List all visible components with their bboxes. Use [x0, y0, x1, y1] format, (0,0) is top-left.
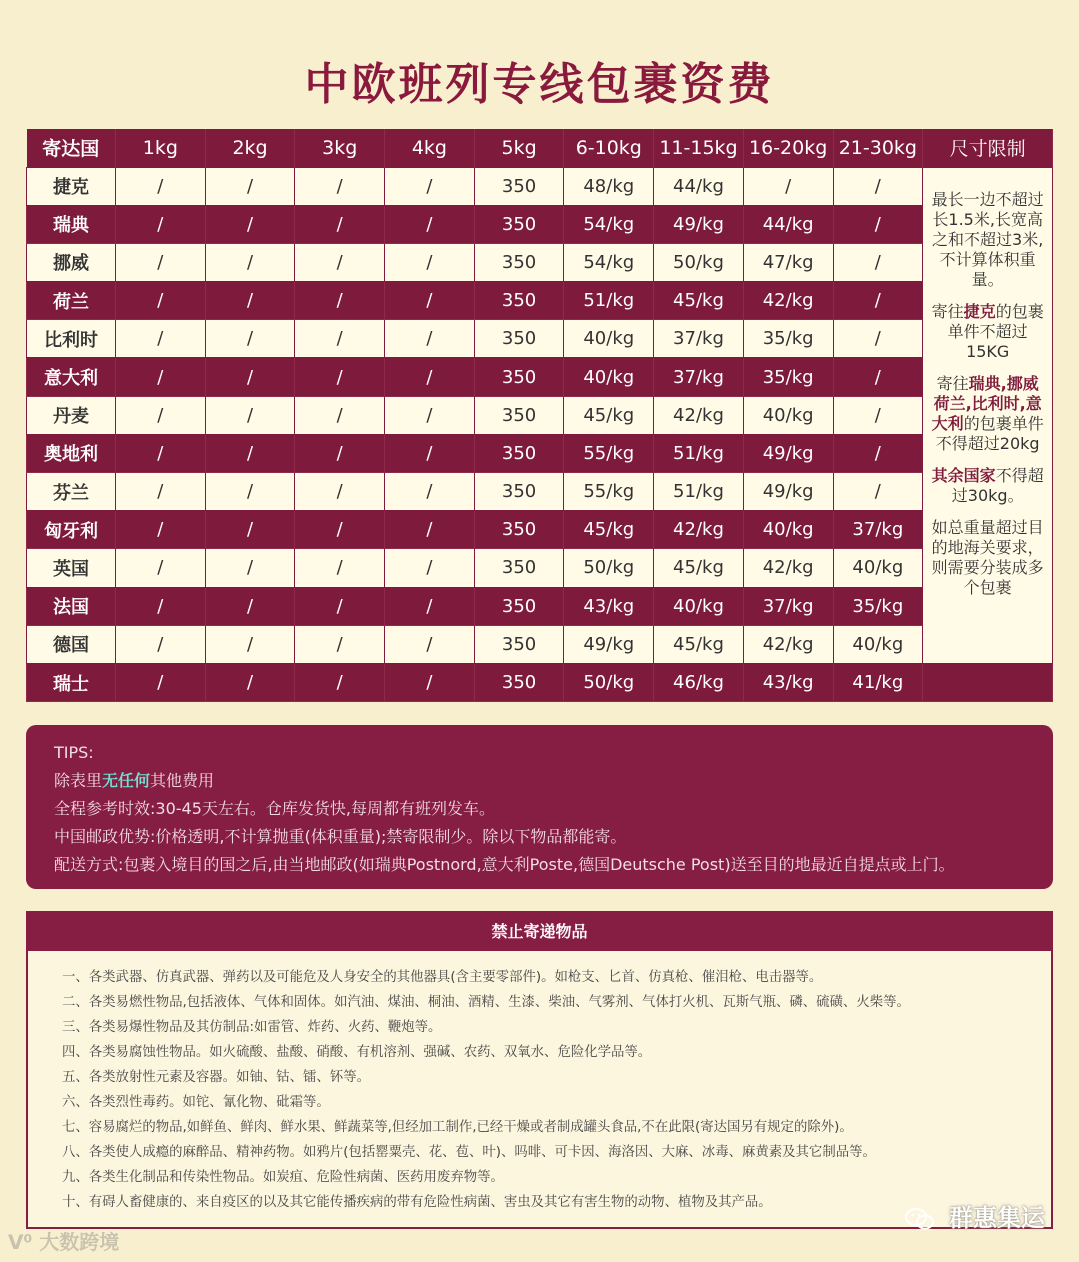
rate-cell: /: [295, 473, 385, 511]
rate-cell: 350: [474, 282, 564, 320]
rate-cell: /: [833, 167, 923, 205]
rate-cell: /: [385, 511, 475, 549]
rate-cell: 350: [474, 320, 564, 358]
country-cell: 比利时: [27, 320, 116, 358]
rate-cell: /: [295, 625, 385, 663]
size-country-highlight: 其余国家: [931, 465, 996, 485]
country-cell: 芬兰: [27, 473, 116, 511]
rate-cell: /: [205, 205, 295, 243]
size-limit-30kg: [929, 466, 1046, 506]
header-weight: 5kg: [474, 129, 564, 167]
rate-cell: /: [205, 663, 295, 701]
country-cell: 英国: [27, 549, 116, 587]
country-cell: 丹麦: [27, 396, 116, 434]
country-cell: 德国: [27, 625, 116, 663]
rate-cell: 45/kg: [654, 625, 744, 663]
header-weight: 1kg: [116, 129, 206, 167]
rate-cell: /: [116, 625, 206, 663]
banned-item: 四、各类易腐蚀性物品。如火硫酸、盐酸、硝酸、有机溶剂、强碱、农药、双氧水、危险化学品等。: [62, 1045, 652, 1060]
rate-cell: /: [205, 587, 295, 625]
watermark-right: [905, 1198, 1045, 1233]
rate-cell: /: [295, 167, 385, 205]
rate-cell: /: [743, 167, 833, 205]
wechat-icon: [905, 1207, 935, 1231]
rate-cell: 42/kg: [743, 625, 833, 663]
rate-cell: /: [833, 282, 923, 320]
rate-cell: 54/kg: [564, 243, 654, 281]
table-row: [27, 205, 1053, 243]
rate-cell: /: [385, 282, 475, 320]
rate-table: [26, 129, 1053, 702]
rate-cell: 49/kg: [654, 205, 744, 243]
rate-cell: /: [295, 396, 385, 434]
rate-cell: 43/kg: [743, 663, 833, 701]
rate-cell: /: [833, 358, 923, 396]
rate-cell: /: [295, 663, 385, 701]
rate-cell: /: [116, 205, 206, 243]
rate-cell: /: [116, 587, 206, 625]
table-row: [27, 473, 1053, 511]
country-cell: 匈牙利: [27, 511, 116, 549]
header-size-limit: 尺寸限制: [923, 129, 1053, 167]
tips-line-4: 配送方式:包裹入境目的国之后,由当地邮政(如瑞典Postnord,意大利Poste,德国Deutsche Post)送至目的地最近自提点或上门。: [54, 855, 955, 874]
rate-cell: 50/kg: [654, 243, 744, 281]
rate-cell: 40/kg: [743, 396, 833, 434]
rate-cell: 54/kg: [564, 205, 654, 243]
rate-cell: 350: [474, 549, 564, 587]
rate-cell: 51/kg: [654, 434, 744, 472]
rate-cell: 50/kg: [564, 663, 654, 701]
rate-cell: /: [295, 358, 385, 396]
rate-cell: /: [385, 549, 475, 587]
country-cell: 挪威: [27, 243, 116, 281]
size-limit-empty-cell: [923, 663, 1053, 701]
rate-cell: 51/kg: [654, 473, 744, 511]
watermark-right-text: 群惠集运: [949, 1204, 1045, 1232]
country-cell: 法国: [27, 587, 116, 625]
tips-heading: TIPS:: [54, 743, 94, 762]
rate-cell: /: [385, 243, 475, 281]
size-text: 的包裹单件不超过15KG: [947, 301, 1044, 361]
watermark-left-text: 大数跨境: [39, 1230, 120, 1254]
banned-item: 七、容易腐烂的物品,如鲜鱼、鲜肉、鲜水果、鲜蔬菜等,但经加工制作,已经干燥或者制成罐头食品,不在此限(寄达国另有规定的除外)。: [62, 1120, 853, 1135]
rate-cell: 45/kg: [564, 396, 654, 434]
rate-cell: /: [116, 434, 206, 472]
rate-cell: 37/kg: [654, 358, 744, 396]
rate-cell: 350: [474, 167, 564, 205]
size-country-highlight: 捷克: [963, 301, 996, 321]
rate-cell: 41/kg: [833, 663, 923, 701]
rate-cell: /: [385, 205, 475, 243]
header-weight: 2kg: [205, 129, 295, 167]
rate-cell: 37/kg: [654, 320, 744, 358]
rate-cell: /: [205, 625, 295, 663]
rate-cell: 47/kg: [743, 243, 833, 281]
rate-cell: 40/kg: [564, 358, 654, 396]
rate-cell: /: [116, 663, 206, 701]
rate-cell: 55/kg: [564, 434, 654, 472]
rate-cell: 42/kg: [654, 511, 744, 549]
table-row: [27, 663, 1053, 701]
rate-cell: 42/kg: [654, 396, 744, 434]
header-country: 寄达国: [27, 129, 116, 167]
rate-cell: 40/kg: [564, 320, 654, 358]
rate-cell: /: [116, 167, 206, 205]
rate-cell: 51/kg: [564, 282, 654, 320]
banned-item: 九、各类生化制品和传染性物品。如炭疽、危险性病菌、医药用废弃物等。: [62, 1170, 504, 1185]
rate-cell: 44/kg: [743, 205, 833, 243]
rate-cell: /: [116, 511, 206, 549]
table-row: [27, 243, 1053, 281]
rate-cell: /: [385, 358, 475, 396]
rate-cell: /: [833, 434, 923, 472]
banned-item: 八、各类使人成瘾的麻醉品、精神药物。如鸦片(包括罂粟壳、花、苞、叶)、吗啡、可卡因、海洛因、大麻、冰毒、麻黄素及其它制品等。: [62, 1145, 876, 1160]
size-limit-cell: [923, 167, 1053, 663]
rate-cell: /: [833, 473, 923, 511]
rate-cell: 40/kg: [654, 587, 744, 625]
rate-cell: 43/kg: [564, 587, 654, 625]
rate-cell: 350: [474, 396, 564, 434]
rate-cell: /: [295, 587, 385, 625]
rate-cell: /: [295, 511, 385, 549]
rate-cell: /: [116, 282, 206, 320]
table-row: [27, 396, 1053, 434]
rate-cell: 37/kg: [833, 511, 923, 549]
rate-cell: /: [833, 320, 923, 358]
rate-cell: 49/kg: [743, 473, 833, 511]
banned-items-list: [28, 951, 1051, 1215]
country-cell: 奥地利: [27, 434, 116, 472]
rate-cell: /: [116, 549, 206, 587]
rate-cell: /: [116, 473, 206, 511]
rate-cell: 40/kg: [833, 549, 923, 587]
tips-line-1: [54, 767, 1053, 795]
size-text: 的包裹单件不得超过20kg: [935, 413, 1044, 453]
rate-cell: 40/kg: [833, 625, 923, 663]
rate-cell: /: [205, 282, 295, 320]
banned-item: 二、各类易燃性物品,包括液体、气体和固体。如汽油、煤油、桐油、酒精、生漆、柴油、气雾剂、气体打火机、瓦斯气瓶、磷、硫磺、火柴等。: [62, 995, 910, 1010]
table-row: [27, 511, 1053, 549]
tips-line-1-text-b: 其他费用: [150, 771, 215, 790]
rate-cell: 50/kg: [564, 549, 654, 587]
rate-cell: 42/kg: [743, 282, 833, 320]
rate-cell: /: [833, 205, 923, 243]
rate-cell: /: [205, 167, 295, 205]
rate-cell: /: [295, 320, 385, 358]
watermark-left: [8, 1226, 119, 1255]
banned-items-panel: [26, 911, 1053, 1229]
size-limit-20kg: [929, 374, 1046, 454]
rate-cell: /: [295, 549, 385, 587]
country-cell: 意大利: [27, 358, 116, 396]
table-row: [27, 358, 1053, 396]
country-cell: 荷兰: [27, 282, 116, 320]
rate-cell: /: [295, 434, 385, 472]
rate-cell: 350: [474, 663, 564, 701]
tips-line-3: 中国邮政优势:价格透明,不计算抛重(体积重量);禁寄限制少。除以下物品都能寄。: [54, 827, 627, 846]
rate-cell: /: [385, 434, 475, 472]
size-text: 寄往: [936, 373, 969, 393]
rate-cell: /: [205, 511, 295, 549]
rate-cell: 42/kg: [743, 549, 833, 587]
table-row: [27, 587, 1053, 625]
size-limit-split: 如总重量超过目的地海关要求，则需要分装成多个包裹: [931, 517, 1044, 597]
table-row: [27, 167, 1053, 205]
rate-cell: /: [205, 473, 295, 511]
rate-cell: /: [385, 320, 475, 358]
banned-item: 三、各类易爆性物品及其仿制品:如雷管、炸药、火药、鞭炮等。: [62, 1020, 442, 1035]
rate-cell: /: [116, 320, 206, 358]
rate-cell: 35/kg: [743, 358, 833, 396]
rate-cell: 35/kg: [743, 320, 833, 358]
rate-cell: /: [385, 167, 475, 205]
rate-cell: 48/kg: [564, 167, 654, 205]
size-country-highlight: 瑞典,挪威荷兰,比利时,意大利: [931, 373, 1042, 433]
rate-cell: 49/kg: [743, 434, 833, 472]
table-row: [27, 282, 1053, 320]
table-header-row: [27, 129, 1053, 167]
tips-highlight: 无任何: [102, 771, 151, 790]
rate-cell: 350: [474, 243, 564, 281]
rate-cell: /: [295, 205, 385, 243]
rate-cell: 46/kg: [654, 663, 744, 701]
banned-item: 五、各类放射性元素及容器。如铀、钴、镭、钚等。: [62, 1070, 370, 1085]
size-limit-czech: [929, 302, 1046, 362]
header-weight: 21-30kg: [833, 129, 923, 167]
page-title: 中欧班列专线包裹资费: [304, 59, 775, 110]
rate-cell: /: [205, 243, 295, 281]
rate-cell: /: [205, 396, 295, 434]
rate-cell: /: [116, 396, 206, 434]
country-cell: 捷克: [27, 167, 116, 205]
rate-cell: 350: [474, 511, 564, 549]
size-text: 寄往: [931, 301, 964, 321]
header-weight: 4kg: [385, 129, 475, 167]
rate-cell: /: [205, 549, 295, 587]
size-limit-rule: 最长一边不超过长1.5米,长宽高之和不超过3米,不计算体积重量。: [931, 189, 1044, 289]
table-row: [27, 549, 1053, 587]
rate-cell: 350: [474, 587, 564, 625]
rate-cell: 35/kg: [833, 587, 923, 625]
watermark-logo-icon: ᐯ⁰: [8, 1230, 33, 1254]
rate-cell: /: [833, 243, 923, 281]
rate-cell: 45/kg: [564, 511, 654, 549]
size-text: 不得超过30kg。: [951, 465, 1044, 505]
banned-item: 一、各类武器、仿真武器、弹药以及可能危及人身安全的其他器具(含主要零部件)。如枪支、匕首、仿真枪、催泪枪、电击器等。: [62, 970, 823, 985]
rate-cell: /: [116, 358, 206, 396]
header-weight: 11-15kg: [654, 129, 744, 167]
rate-cell: /: [385, 663, 475, 701]
rate-cell: 37/kg: [743, 587, 833, 625]
header-weight: 6-10kg: [564, 129, 654, 167]
rate-cell: 45/kg: [654, 549, 744, 587]
rate-cell: 350: [474, 625, 564, 663]
country-cell: 瑞典: [27, 205, 116, 243]
tips-line-2: 全程参考时效:30-45天左右。仓库发货快,每周都有班列发车。: [54, 799, 495, 818]
banned-item: 十、有碍人畜健康的、来自疫区的以及其它能传播疾病的带有危险性病菌、害虫及其它有害生物的动物、植物及其产品。: [62, 1195, 772, 1210]
rate-cell: /: [385, 625, 475, 663]
header-weight: 3kg: [295, 129, 385, 167]
rate-cell: /: [205, 434, 295, 472]
rate-cell: /: [385, 473, 475, 511]
rate-cell: 49/kg: [564, 625, 654, 663]
header-weight: 16-20kg: [743, 129, 833, 167]
rate-cell: /: [116, 243, 206, 281]
rate-cell: 55/kg: [564, 473, 654, 511]
rate-cell: /: [205, 320, 295, 358]
rate-cell: 350: [474, 205, 564, 243]
rate-cell: /: [295, 243, 385, 281]
tips-line-1-text-a: 除表里: [54, 771, 103, 790]
table-row: [27, 434, 1053, 472]
rate-cell: /: [833, 396, 923, 434]
country-cell: 瑞士: [27, 663, 116, 701]
banned-items-heading: 禁止寄递物品: [28, 913, 1051, 951]
rate-cell: 350: [474, 434, 564, 472]
rate-cell: 350: [474, 358, 564, 396]
rate-cell: /: [295, 282, 385, 320]
rate-cell: /: [385, 587, 475, 625]
table-row: [27, 320, 1053, 358]
rate-cell: /: [205, 358, 295, 396]
table-row: [27, 625, 1053, 663]
banned-item: 六、各类烈性毒药。如铊、氰化物、砒霜等。: [62, 1095, 330, 1110]
rate-cell: 40/kg: [743, 511, 833, 549]
rate-cell: /: [385, 396, 475, 434]
rate-cell: 44/kg: [654, 167, 744, 205]
rate-cell: 350: [474, 473, 564, 511]
rate-cell: 45/kg: [654, 282, 744, 320]
tips-panel: [26, 725, 1053, 889]
